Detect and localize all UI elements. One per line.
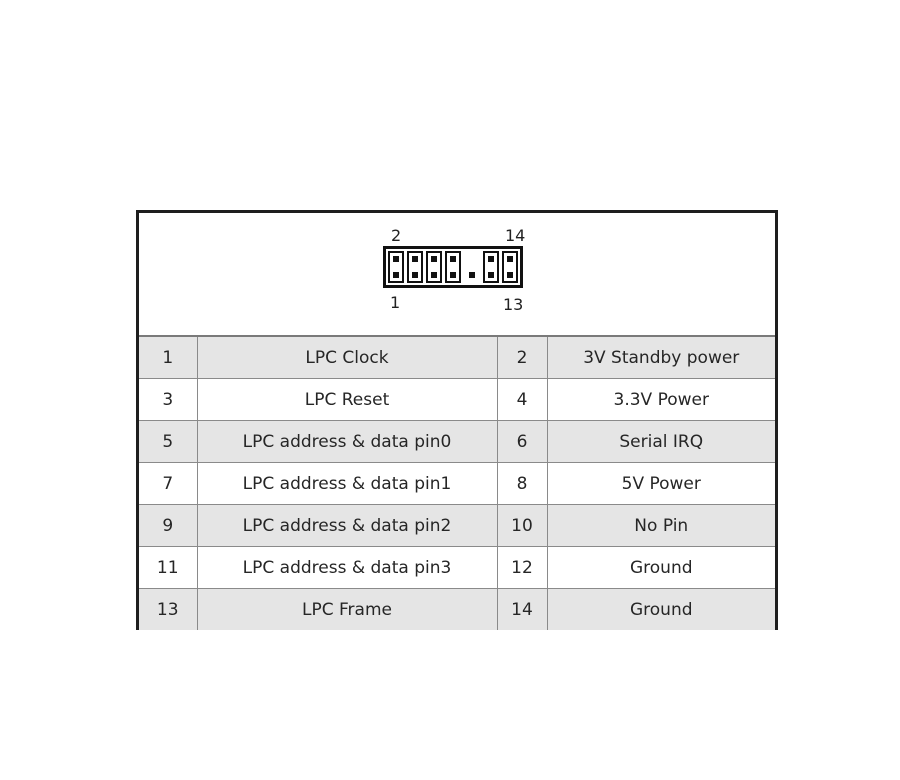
pin-signal: LPC Clock: [197, 336, 497, 379]
pin-number: 3: [139, 379, 197, 421]
table-row: [139, 336, 775, 379]
header-connector-icon: [383, 246, 523, 288]
pin-signal: LPC address & data pin2: [197, 505, 497, 547]
pin-signal: Ground: [547, 547, 775, 589]
pin-signal: 3.3V Power: [547, 379, 775, 421]
table-row: [139, 463, 775, 505]
pin-signal: 5V Power: [547, 463, 775, 505]
pin-number: 13: [139, 589, 197, 631]
table-row: [139, 589, 775, 631]
pin-signal: No Pin: [547, 505, 775, 547]
connector-diagram: [139, 213, 775, 335]
pin-signal: LPC address & data pin0: [197, 421, 497, 463]
pin-number: 11: [139, 547, 197, 589]
pin-number: 2: [497, 336, 547, 379]
pin-number: 14: [497, 589, 547, 631]
pin-number: 4: [497, 379, 547, 421]
pin-number: 6: [497, 421, 547, 463]
pin-signal: LPC Frame: [197, 589, 497, 631]
table-row: [139, 547, 775, 589]
pin-number: 8: [497, 463, 547, 505]
pin-label-top-right: 14: [505, 226, 526, 245]
pin-signal: LPC address & data pin1: [197, 463, 497, 505]
pin-label-bottom-left: 1: [390, 293, 401, 312]
pin-signal: 3V Standby power: [547, 336, 775, 379]
pin-label-bottom-right: 13: [503, 295, 524, 314]
pin-signal: Serial IRQ: [547, 421, 775, 463]
table-row: [139, 505, 775, 547]
pin-signal: LPC address & data pin3: [197, 547, 497, 589]
pin-signal: LPC Reset: [197, 379, 497, 421]
pin-label-top-left: 2: [391, 226, 402, 245]
pinout-frame: [136, 210, 778, 630]
table-row: [139, 379, 775, 421]
pin-number: 7: [139, 463, 197, 505]
pin-number: 1: [139, 336, 197, 379]
table-row: [139, 421, 775, 463]
pin-signal: Ground: [547, 589, 775, 631]
pin-number: 12: [497, 547, 547, 589]
pin-table: [139, 335, 775, 630]
pin-number: 10: [497, 505, 547, 547]
pin-number: 5: [139, 421, 197, 463]
pin-number: 9: [139, 505, 197, 547]
